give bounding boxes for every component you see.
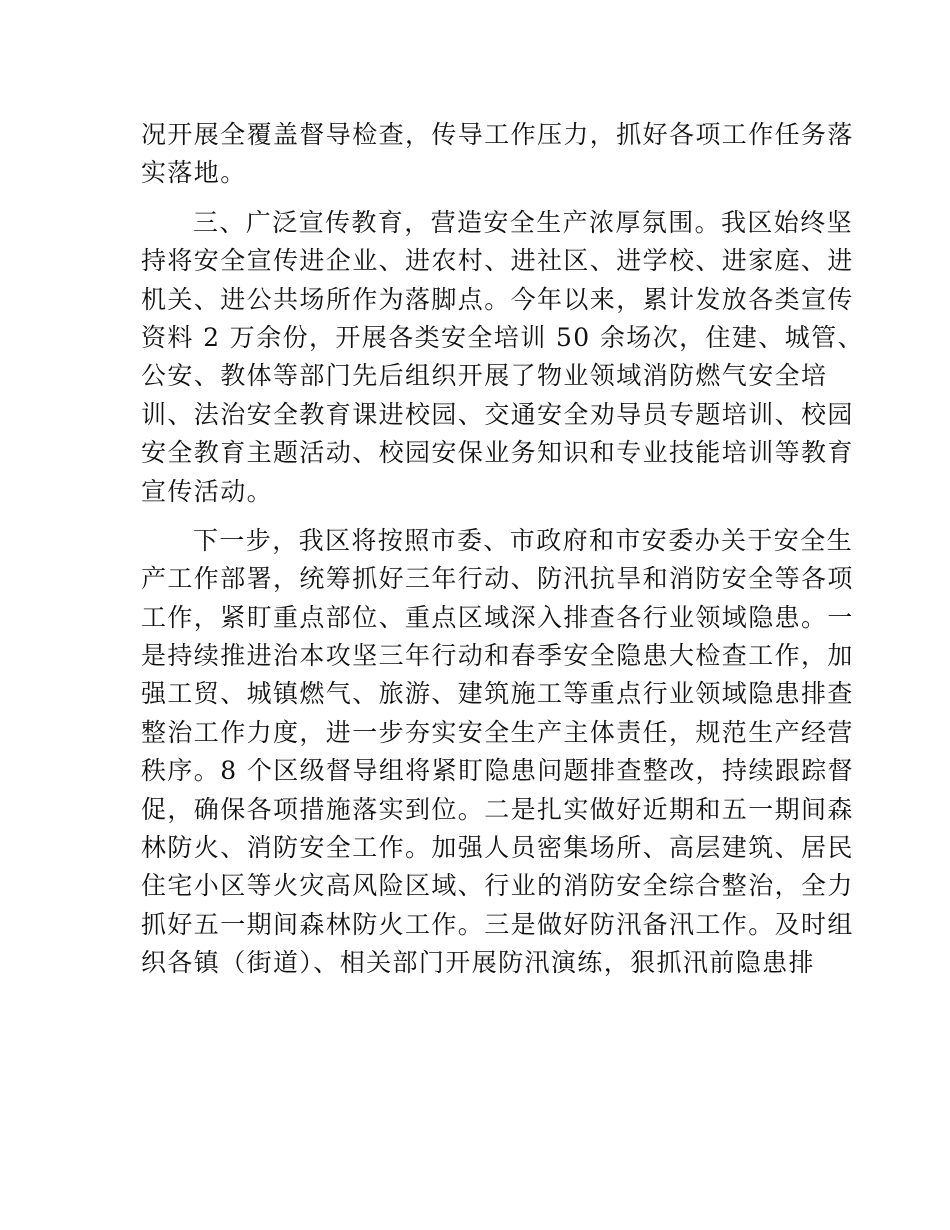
text-line: 况开展全覆盖督导检查，传导工作压力，抓好各项工作任务落 — [141, 120, 854, 149]
text-line: 安全教育主题活动、校园安保业务知识和专业技能培训等教育 — [141, 438, 854, 468]
paragraph-supervision-tail — [141, 116, 854, 193]
text-line: 宣传活动。 — [141, 476, 274, 506]
text-line: 资料 2 万余份，开展各类安全培训 50 余场次，住建、城管、 — [141, 322, 864, 352]
text-line: 整治工作力度，进一步夯实安全生产主体责任，规范生产经营 — [141, 717, 854, 747]
paragraph-gap — [141, 193, 809, 204]
text-line: 是持续推进治本攻坚三年行动和春季安全隐患大检查工作，加 — [141, 641, 854, 671]
text-line: 强工贸、城镇燃气、旅游、建筑施工等重点行业领域隐患排查 — [141, 679, 854, 709]
text-line: 秩序。8 个区级督导组将紧盯隐患问题排查整改，持续跟踪督 — [141, 756, 855, 786]
text-line: 工作，紧盯重点部位、重点区域深入排查各行业领域隐患。一 — [141, 602, 854, 632]
text-line: 抓好五一期间森林防火工作。三是做好防汛备汛工作。及时组 — [141, 909, 854, 939]
text-line: 公安、教体等部门先后组织开展了物业领域消防燃气安全培 — [141, 361, 828, 391]
body-text — [141, 116, 864, 983]
text-line: 下一步，我区将按照市委、市政府和市安委办关于安全生 — [193, 525, 854, 555]
text-line: 三、广泛宣传教育，营造安全生产浓厚氛围。我区始终坚 — [193, 207, 854, 237]
paragraph-publicity-education — [141, 204, 864, 511]
text-line: 产工作部署，统筹抓好三年行动、防汛抗旱和消防安全等各项 — [141, 564, 854, 594]
text-line: 促，确保各项措施落实到位。二是扎实做好近期和五一期间森 — [141, 794, 854, 824]
text-line: 持将安全宣传进企业、进农村、进社区、进学校、进家庭、进 — [141, 246, 854, 276]
text-line: 织各镇（街道）、相关部门开展防汛演练，狠抓汛前隐患排 — [141, 948, 815, 978]
paragraph-next-steps — [141, 522, 855, 983]
text-line: 机关、进公共场所作为落脚点。今年以来，累计发放各类宣传 — [141, 284, 854, 314]
paragraph-gap — [141, 511, 809, 522]
text-line: 实落地。 — [141, 158, 247, 188]
text-line: 住宅小区等火灾高风险区域、行业的消防安全综合整治，全力 — [141, 871, 854, 901]
text-line: 林防火、消防安全工作。加强人员密集场所、高层建筑、居民 — [141, 833, 854, 863]
text-line: 训、法治安全教育课进校园、交通安全劝导员专题培训、校园 — [141, 399, 854, 429]
